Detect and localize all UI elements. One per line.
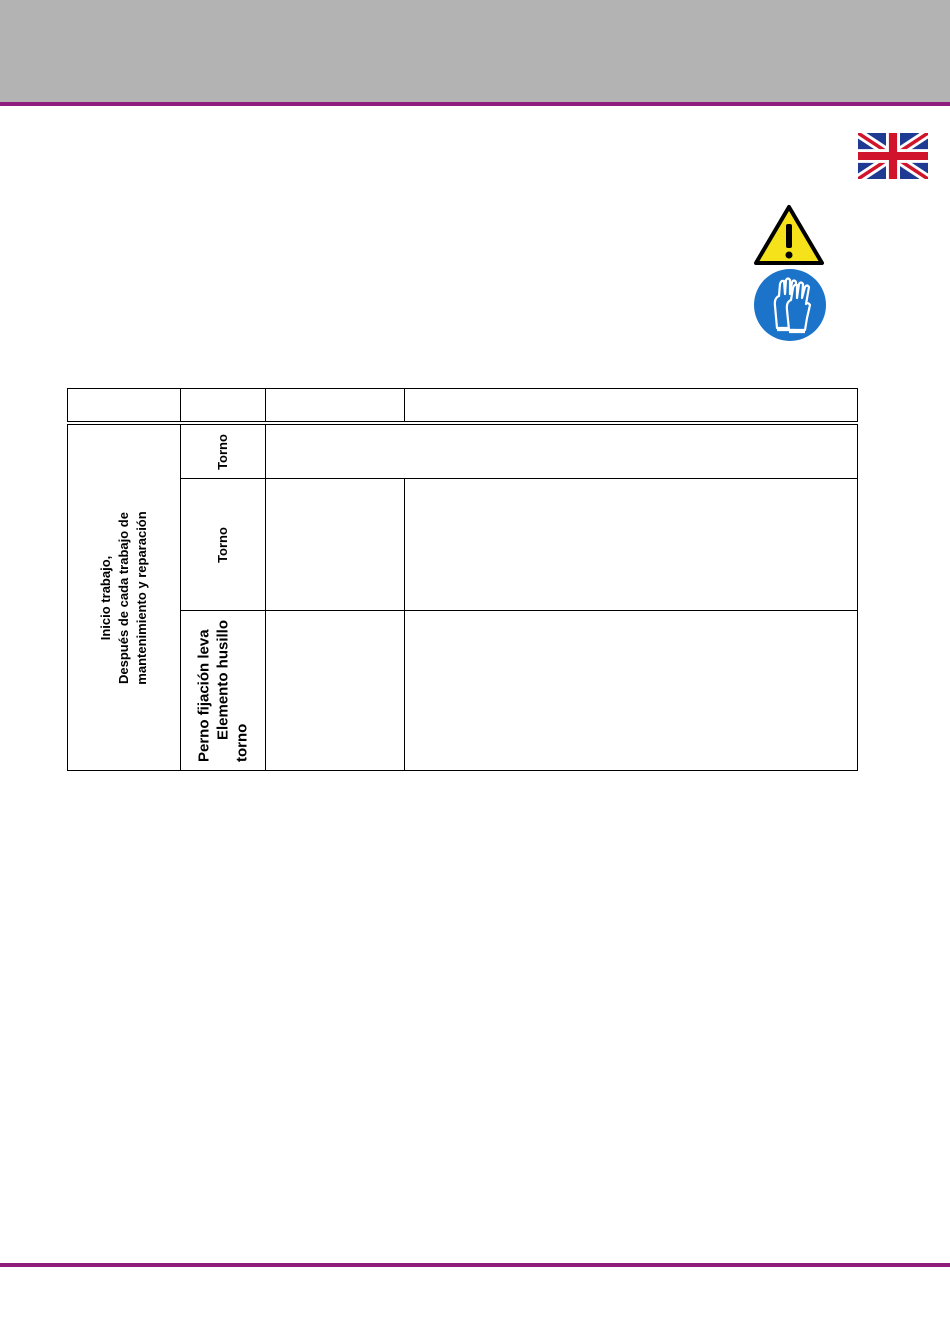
row-check-cell [265, 610, 405, 771]
table-row [180, 478, 266, 611]
interval-cell [67, 424, 181, 771]
row-description-cell [404, 478, 858, 611]
footer-rule [0, 1263, 950, 1267]
interval-label: Inicio trabajo, Después de cada trabajo de mantenimiento y reparación [98, 510, 149, 685]
component-label: Perno fijación leva Elemento husillo torno [195, 619, 251, 762]
table-header-cell [265, 388, 405, 422]
row-check-cell [265, 478, 405, 611]
header-band [0, 0, 950, 102]
uk-flag-icon[interactable] [858, 133, 928, 179]
table-row [180, 610, 266, 771]
protective-gloves-icon [753, 268, 827, 342]
component-label: Torno [215, 526, 230, 563]
header-rule [0, 102, 950, 106]
warning-triangle-icon [753, 204, 825, 266]
row-description-cell [404, 610, 858, 771]
table-header-cell [67, 388, 181, 422]
row-description-cell [265, 424, 858, 479]
table-header-cell [180, 388, 266, 422]
component-label: Torno [215, 433, 230, 470]
table-header-cell [404, 388, 858, 422]
table-row [180, 424, 266, 479]
header-double-rule [67, 421, 858, 422]
